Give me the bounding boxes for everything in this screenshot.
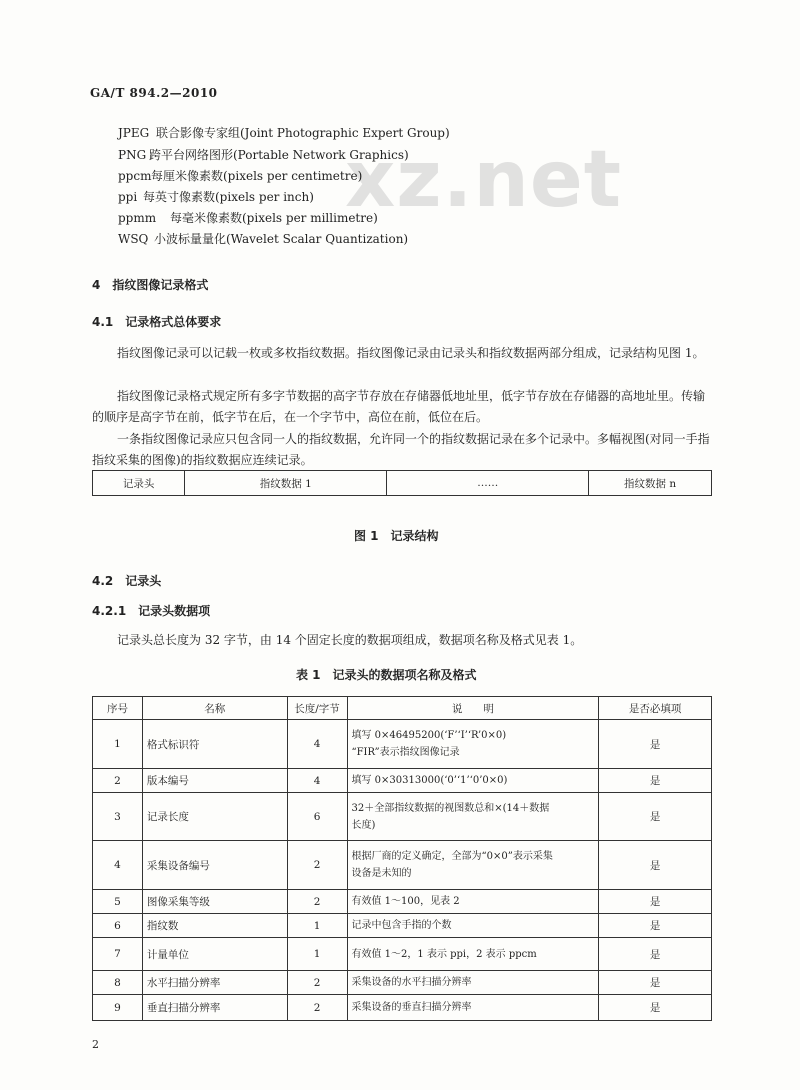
standard-code-header: GA/T 894.2—2010 — [90, 86, 218, 100]
description-line: 记录中包含手指的个数 — [351, 920, 452, 931]
cell-no: 2 — [93, 769, 143, 793]
table-row — [93, 995, 712, 1021]
cell-no: 7 — [93, 938, 143, 971]
cell-length: 2 — [287, 841, 347, 890]
description-line: 填写 0×30313000(‘0’‘1’‘0’0×0) — [351, 775, 508, 786]
abbreviation-definition: 联合影像专家组(Joint Photographic Expert Group) — [156, 126, 450, 140]
cell-length: 6 — [287, 793, 347, 841]
section-4-2-heading: 4.2 记录头 — [92, 574, 162, 588]
abbreviation-term: ppmm — [118, 211, 157, 225]
section-4-1-heading: 4.1 记录格式总体要求 — [92, 315, 222, 329]
abbreviation-item — [118, 167, 362, 184]
record-structure-figure — [92, 470, 712, 496]
cell-length: 1 — [287, 914, 347, 938]
description-line: 有效值 1～100，见表 2 — [351, 896, 460, 907]
cell-required: 是 — [599, 914, 712, 938]
cell-required: 是 — [599, 971, 712, 995]
cell-length: 4 — [287, 720, 347, 769]
table-row — [93, 890, 712, 914]
cell-required: 是 — [599, 720, 712, 769]
column-header: 说 明 — [347, 697, 599, 720]
cell-description — [347, 841, 599, 890]
section-4-heading: 4 指纹图像记录格式 — [92, 278, 209, 292]
cell-description — [347, 995, 599, 1021]
cell-no: 5 — [93, 890, 143, 914]
paragraph: 一条指纹图像记录应只包含同一人的指纹数据，允许同一个的指纹数据记录在多个记录中。多幅视图(对同一手指指纹采集的图像)的指纹数据应连续记录。 — [92, 432, 710, 467]
paragraph: 指纹图像记录可以记载一枚或多枚指纹数据。指纹图像记录由记录头和指纹数据两部分组成，记录结构见图 1。 — [117, 346, 705, 360]
abbreviation-item — [118, 209, 378, 226]
cell-name: 垂直扫描分辨率 — [142, 995, 287, 1021]
cell-name: 指纹数 — [142, 914, 287, 938]
cell-no: 6 — [93, 914, 143, 938]
abbreviation-definition: 每厘米像素数(pixels per centimetre) — [151, 169, 363, 183]
cell-name: 采集设备编号 — [142, 841, 287, 890]
cell-description — [347, 769, 599, 793]
table-row — [93, 793, 712, 841]
figure-cell-record-header: 记录头 — [93, 471, 185, 496]
cell-description — [347, 971, 599, 995]
abbreviation-term: ppi — [118, 190, 138, 204]
abbreviation-item — [118, 124, 450, 141]
table-header-row — [93, 697, 712, 720]
cell-name: 记录长度 — [142, 793, 287, 841]
description-line: “FIR”表示指纹图像记录 — [351, 747, 460, 758]
cell-description — [347, 793, 599, 841]
column-header: 长度/字节 — [287, 697, 347, 720]
table-row — [93, 938, 712, 971]
description-line: 32＋全部指纹数据的视图数总和×(14＋数据 — [351, 802, 550, 814]
abbreviation-term: ppcm — [118, 169, 152, 183]
description-line: 有效值 1～2，1 表示 ppi，2 表示 ppcm — [351, 948, 537, 960]
section-4-2-1-heading: 4.2.1 记录头数据项 — [92, 604, 211, 618]
figure-cell-fingerprint-data-1: 指纹数据 1 — [185, 471, 387, 496]
table-caption: 表 1 记录头的数据项名称及格式 — [296, 668, 477, 682]
cell-length: 2 — [287, 995, 347, 1021]
abbreviation-term: WSQ — [118, 232, 149, 246]
watermark: xz.net — [345, 135, 623, 225]
abbreviation-item — [118, 230, 408, 247]
paragraph: 指纹图像记录格式规定所有多字节数据的高字节存放在存储器低地址里，低字节存放在存储器的高地址里。传输的顺序是高字节在前，低字节在后，在一个字节中，高位在前，低位在后。 — [92, 389, 706, 424]
abbreviation-item — [118, 146, 409, 163]
column-header: 序号 — [93, 697, 143, 720]
cell-required: 是 — [599, 995, 712, 1021]
abbreviation-definition: 每英寸像素数(pixels per inch) — [143, 190, 314, 204]
abbreviation-definition: 每毫米像素数(pixels per millimetre) — [170, 211, 378, 225]
cell-name: 计量单位 — [142, 938, 287, 971]
table-row — [93, 769, 712, 793]
description-line: 填写 0×46495200(‘F’‘I’‘R’0×0) — [351, 730, 507, 741]
cell-required: 是 — [599, 793, 712, 841]
figure-cell-ellipsis: …… — [387, 471, 589, 496]
description-line: 根据厂商的定义确定，全部为“0×0”表示采集 — [351, 851, 553, 862]
column-header: 名称 — [142, 697, 287, 720]
table-row — [93, 914, 712, 938]
description-line: 采集设备的水平扫描分辨率 — [351, 977, 472, 988]
table-row — [93, 720, 712, 769]
cell-no: 1 — [93, 720, 143, 769]
abbreviation-definition: 小波标量量化(Wavelet Scalar Quantization) — [154, 232, 409, 246]
cell-length: 1 — [287, 938, 347, 971]
column-header: 是否必填项 — [599, 697, 712, 720]
table-row — [93, 841, 712, 890]
table-row — [93, 971, 712, 995]
cell-name: 版本编号 — [142, 769, 287, 793]
abbreviation-item — [118, 188, 314, 205]
cell-description — [347, 890, 599, 914]
description-line: 长度) — [351, 819, 376, 831]
description-line: 采集设备的垂直扫描分辨率 — [351, 1002, 472, 1013]
cell-description — [347, 938, 599, 971]
cell-name: 水平扫描分辨率 — [142, 971, 287, 995]
record-header-table — [92, 696, 712, 1021]
cell-required: 是 — [599, 841, 712, 890]
cell-required: 是 — [599, 938, 712, 971]
figure-caption: 图 1 记录结构 — [354, 529, 439, 543]
page-number: 2 — [92, 1038, 99, 1051]
abbreviation-definition: 跨平台网络图形(Portable Network Graphics) — [149, 148, 409, 162]
cell-required: 是 — [599, 890, 712, 914]
description-line: 设备是未知的 — [351, 868, 412, 879]
paragraph: 记录头总长度为 32 字节，由 14 个固定长度的数据项组成，数据项名称及格式见表 1。 — [117, 633, 583, 647]
abbreviation-term: JPEG — [118, 126, 150, 140]
cell-no: 9 — [93, 995, 143, 1021]
cell-length: 2 — [287, 890, 347, 914]
cell-name: 图像采集等级 — [142, 890, 287, 914]
cell-required: 是 — [599, 769, 712, 793]
abbreviation-term: PNG — [118, 148, 147, 162]
cell-length: 4 — [287, 769, 347, 793]
cell-length: 2 — [287, 971, 347, 995]
cell-name: 格式标识符 — [142, 720, 287, 769]
cell-no: 4 — [93, 841, 143, 890]
cell-no: 3 — [93, 793, 143, 841]
figure-cell-fingerprint-data-n: 指纹数据 n — [589, 471, 712, 496]
cell-no: 8 — [93, 971, 143, 995]
cell-description — [347, 720, 599, 769]
cell-description — [347, 914, 599, 938]
